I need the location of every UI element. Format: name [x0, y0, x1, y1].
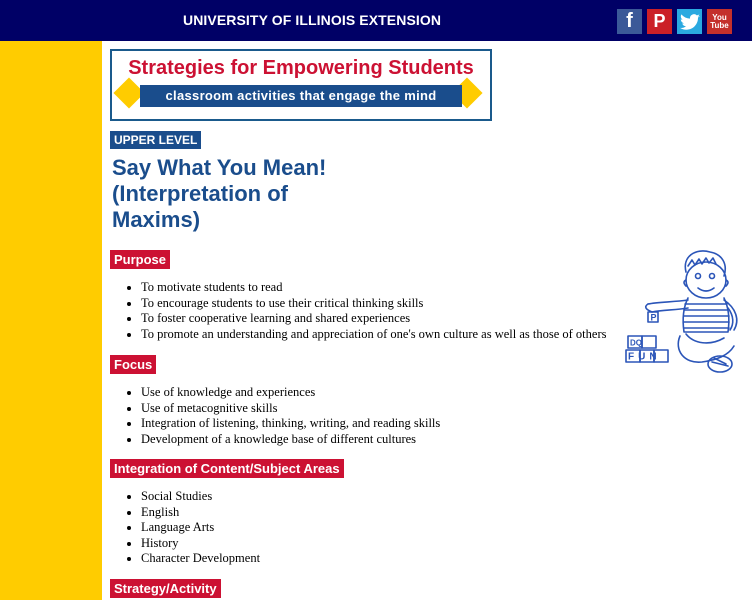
list-item: • To encourage students to use their critical thinking skills: [141, 296, 607, 312]
twitter-icon[interactable]: [677, 9, 702, 34]
banner-tagline: classroom activities that engage the mind: [140, 85, 462, 107]
list-item: • History: [141, 536, 260, 552]
top-bar: [0, 0, 752, 41]
block-letters-fun: FUN: [628, 351, 661, 363]
integration-list: [110, 489, 260, 567]
brand-title[interactable]: UNIVERSITY OF ILLINOIS EXTENSION: [183, 12, 442, 28]
focus-heading: Focus: [110, 355, 156, 374]
strategy-heading: Strategy/Activity: [110, 579, 221, 598]
list-item: • Development of a knowledge base of different cultures: [141, 432, 440, 448]
list-item: • Integration of listening, thinking, writing, and reading skills: [141, 416, 440, 432]
pinterest-icon[interactable]: P: [647, 9, 672, 34]
block-letter-p: P: [650, 312, 657, 323]
left-stripe: [0, 41, 102, 600]
list-item: • Character Development: [141, 551, 260, 567]
program-banner: [110, 49, 492, 121]
list-item: • To foster cooperative learning and shared experiences: [141, 311, 607, 327]
facebook-icon[interactable]: f: [617, 9, 642, 34]
purpose-heading: Purpose: [110, 250, 170, 269]
list-item: • Use of metacognitive skills: [141, 401, 440, 417]
list-item: • Social Studies: [141, 489, 260, 505]
list-item: • English: [141, 505, 260, 521]
page-title: Say What You Mean! (Interpretation of Maxims): [112, 155, 327, 232]
list-item: • To motivate students to read: [141, 280, 607, 296]
block-letters-dq: DQ: [630, 338, 642, 348]
banner-title: Strategies for Empowering Students: [128, 57, 474, 79]
focus-list: [110, 385, 440, 447]
purpose-list: [110, 280, 607, 342]
list-item: • To promote an understanding and appreciation of one's own culture as well as those of others: [141, 327, 607, 343]
level-badge: UPPER LEVEL: [110, 131, 201, 149]
twitter-bird-glyph: [680, 14, 700, 30]
child-with-blocks-illustration: [624, 246, 748, 378]
youtube-icon[interactable]: You Tube: [707, 9, 732, 34]
list-item: • Language Arts: [141, 520, 260, 536]
list-item: • Use of knowledge and experiences: [141, 385, 440, 401]
integration-heading: Integration of Content/Subject Areas: [110, 459, 344, 478]
